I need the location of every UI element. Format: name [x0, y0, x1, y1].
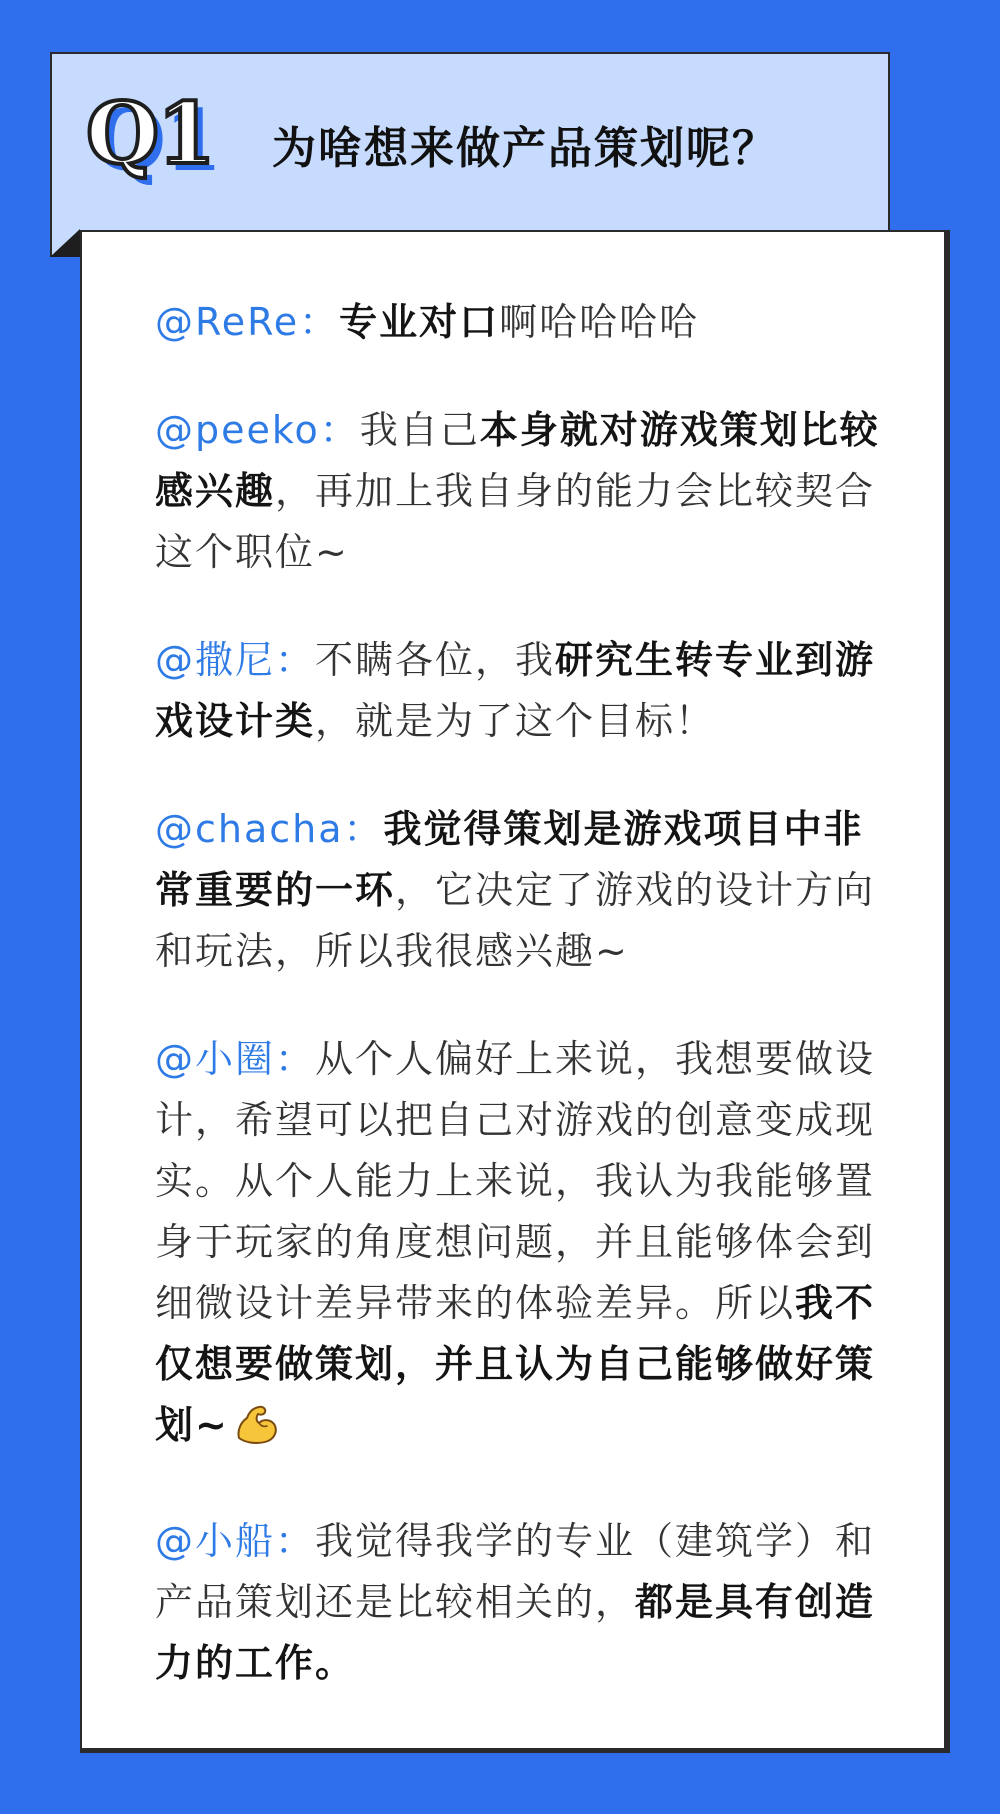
- answer-entry-xiaochuan: [155, 1511, 900, 1694]
- answer-handle: @peeko：: [155, 408, 360, 452]
- answer-handle: @ReRe：: [155, 300, 340, 344]
- answer-entry-xiaoquan: [155, 1029, 900, 1464]
- question-title: 为啥想来做产品策划呢？: [272, 123, 778, 174]
- answer-handle: @chacha：: [155, 807, 384, 851]
- answer-handle: @小船：: [155, 1519, 316, 1563]
- answer-entry-chacha: [155, 799, 900, 982]
- answer-text: ，再加上我自身的能力会比较契合这个职位~: [155, 469, 876, 574]
- question-header: [50, 52, 890, 257]
- answer-text: 啊哈哈哈哈: [499, 300, 700, 344]
- answer-text: 我觉得我学的专业（建筑学）和产品策划还是比较相关的，: [155, 1519, 876, 1624]
- answer-entry-sani: [155, 630, 900, 752]
- answer-handle: @撒尼：: [155, 638, 316, 682]
- answer-text: 不瞒各位，我: [315, 638, 556, 682]
- answer-handle: @小圈：: [155, 1037, 316, 1081]
- answer-text-bold: 专业对口: [339, 300, 500, 344]
- header-fold-corner: [50, 229, 80, 257]
- flexed-biceps-icon: [233, 1402, 279, 1464]
- answer-text-bold: 研究生转专业到游戏设计类: [155, 638, 876, 743]
- answer-entry-peeko: [155, 400, 900, 583]
- answers-list: [155, 292, 900, 1741]
- answer-text: ，就是为了这个目标！: [315, 699, 716, 743]
- answer-entry-rere: [155, 292, 900, 353]
- answer-text-bold: 本身就对游戏策划比较感兴趣: [155, 408, 880, 513]
- answer-text: 我自己: [359, 408, 480, 452]
- answer-text: 从个人偏好上来说，我想要做设计，希望可以把自己对游戏的创意变成现实。从个人能力上来说，我认为我能够置身于玩家的角度想问题，并且能够体会到细微设计差异带来的体验差异。所以: [155, 1037, 876, 1325]
- answer-text: ，它决定了游戏的设计方向和玩法，所以我很感兴趣~: [155, 868, 876, 973]
- answer-text-bold: 我不仅想要做策划，并且认为自己能够做好策划~: [155, 1281, 876, 1447]
- question-number-badge: Q1: [86, 84, 214, 183]
- answers-card: [80, 230, 946, 1750]
- answer-text-bold: 我觉得策划是游戏项目中非常重要的一环: [155, 807, 864, 912]
- answer-text-bold: 都是具有创造力的工作。: [155, 1580, 876, 1685]
